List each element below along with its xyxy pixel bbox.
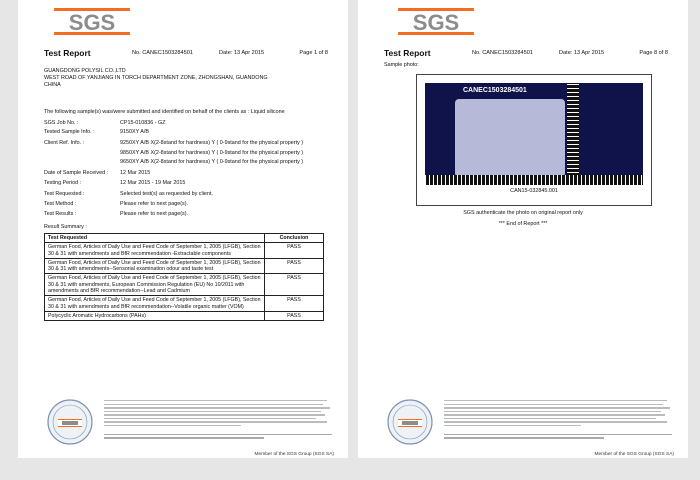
table-row (45, 274, 324, 296)
field-value: 12 Mar 2015 - 19 Mar 2015 (120, 180, 186, 186)
logo-text: SGS (68, 10, 116, 35)
conclusion-cell: PASS (265, 258, 324, 274)
disclaimer-text (444, 400, 672, 429)
end-of-report: *** End of Report *** (498, 221, 548, 227)
page-number: Page 1 of 8 (299, 50, 328, 56)
disclaimer-text (104, 400, 332, 429)
field-label: Tested Sample Info. : (44, 129, 95, 135)
field-label: SGS Job No. : (44, 120, 79, 126)
sgs-seal-icon (46, 398, 94, 446)
client-address: WEST ROAD OF YANJIANG IN TORCH DEPARTMENT ZONE, ZHONGSHAN, GUANDONG (44, 75, 268, 81)
field-label: Test Results : (44, 211, 77, 217)
client-name: GUANGDONG POLYSIL CO.,LTD (44, 68, 126, 74)
report-number: No. CANEC1503284501 (132, 50, 193, 56)
intro-text: The following sample(s) was/were submitted and identified on behalf of the clients as : Liquid silicone (44, 109, 285, 115)
field-label: Date of Sample Received : (44, 170, 109, 176)
report-header (44, 48, 328, 60)
field-value: Please refer to next page(s). (120, 211, 189, 217)
client-country: CHINA (44, 82, 61, 88)
report-footer (358, 388, 688, 458)
test-name-cell: German Food, Articles of Daily Use and Feed Code of September 1, 2005 (LFGB), Section 30 & 31 with amendments and BfR recommendation -Extractable components (45, 243, 265, 259)
report-number: No. CANEC1503284501 (472, 50, 533, 56)
conclusion-cell: PASS (265, 274, 324, 296)
report-date: Date: 13 Apr 2015 (559, 50, 605, 56)
photo-image (425, 83, 643, 185)
field-value: Please refer to next page(s). (120, 201, 189, 207)
report-page-1 (18, 0, 348, 458)
address-lines (444, 434, 672, 439)
table-row (45, 243, 324, 259)
test-name-cell: Polycyclic Aromatic Hydrocarbons (PAHs) (45, 311, 265, 320)
field-value: Selected test(s) as requested by client. (120, 191, 213, 197)
page-number: Page 8 of 8 (639, 50, 668, 56)
field-value: 9150XY A/B (120, 129, 149, 135)
field-value: 9250XY A/B X(2-8stand for hardness) Y ( 0-9stand for the physical property ) (120, 140, 304, 146)
field-label: Test Method : (44, 201, 77, 207)
sgs-logo (52, 3, 132, 39)
silicone-sample (455, 99, 565, 177)
ruler-horizontal (425, 175, 643, 185)
sgs-seal-icon (386, 398, 434, 446)
column-header: Conclusion (265, 234, 324, 243)
address-lines (104, 434, 332, 439)
photo-sample-id: CANEC1503284501 (463, 87, 527, 94)
table-header-row (45, 234, 324, 243)
field-label: Test Requested : (44, 191, 85, 197)
report-page-8 (358, 0, 688, 458)
test-name-cell: German Food, Articles of Daily Use and Feed Code of September 1, 2005 (LFGB), Section 30 & 31 with amendments and BfR recommendation--Volatile organic matter (VOM) (45, 296, 265, 312)
conclusion-cell: PASS (265, 243, 324, 259)
report-title: Test Report (384, 48, 431, 58)
summary-label: Result Summary : (44, 224, 87, 230)
field-label: Testing Period : (44, 180, 82, 186)
table-row (45, 296, 324, 312)
sample-photo-label: Sample photo: (384, 62, 419, 68)
test-name-cell: German Food, Articles of Daily Use and Feed Code of September 1, 2005 (LFGB), Section 30 & 31 with amendments, European Commission Regulation (EU) No 10/2011 with amendments and BfR recommendation--Lead and Cadmium (45, 274, 265, 296)
authenticate-note: SGS authenticate the photo on original report only (463, 210, 583, 216)
sample-photo (416, 74, 652, 206)
photo-caption: CAN15-032845.001 (510, 188, 558, 194)
member-text: Member of the SGS Group (SGS SA) (254, 452, 334, 457)
column-header: Test Requested (45, 234, 265, 243)
report-footer (18, 388, 348, 458)
report-header (384, 48, 668, 60)
result-summary-table (44, 233, 324, 321)
ruler-vertical (567, 83, 579, 185)
report-date: Date: 13 Apr 2015 (219, 50, 265, 56)
field-value: 12 Mar 2015 (120, 170, 151, 176)
table-row (45, 311, 324, 320)
report-title: Test Report (44, 48, 91, 58)
conclusion-cell: PASS (265, 296, 324, 312)
test-name-cell: German Food, Articles of Daily Use and Feed Code of September 1, 2005 (LFGB), Section 30 & 31 with amendments--Sensorial examination odour and taste test (45, 258, 265, 274)
field-value: CP15-010836 - GZ (120, 120, 166, 126)
sgs-logo (396, 3, 476, 39)
field-value: 9850XY A/B X(2-8stand for hardness) Y ( 0-9stand for the physical property ) (120, 150, 304, 156)
field-label: Client Ref. Info. : (44, 140, 85, 146)
field-value: 9650XY A/B X(2-8stand for hardness) Y ( 0-9stand for the physical property ) (120, 159, 304, 165)
logo-text: SGS (412, 10, 460, 35)
conclusion-cell: PASS (265, 311, 324, 320)
table-row (45, 258, 324, 274)
member-text: Member of the SGS Group (SGS SA) (594, 452, 674, 457)
